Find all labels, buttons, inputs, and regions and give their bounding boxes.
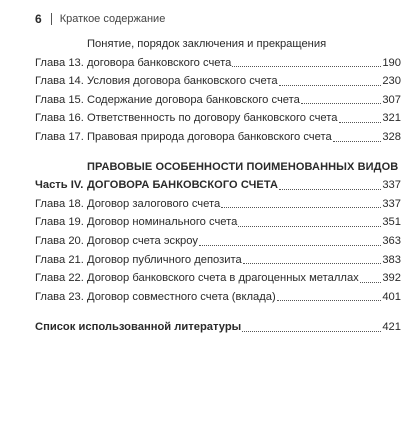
leader-dots: [279, 188, 381, 190]
chapter-title-line2: договора банковского счета: [87, 56, 232, 69]
chapter-label: Глава 13.: [35, 56, 84, 69]
running-header: [35, 11, 165, 27]
chapter-label: Глава 17.: [35, 130, 84, 143]
chapter-label: Глава 23.: [35, 290, 84, 303]
toc-entry-chapter-15[interactable]: [35, 91, 401, 110]
chapter-title: Договор публичного депозита: [87, 253, 242, 266]
page-ref: 351: [382, 216, 401, 229]
part-title-line2: ДОГОВОРА БАНКОВСКОГО СЧЕТА: [87, 179, 279, 192]
chapter-label: Глава 19.: [35, 216, 84, 229]
leader-dots: [238, 225, 381, 227]
leader-dots: [339, 121, 382, 123]
leader-dots: [221, 206, 381, 208]
chapter-label: Глава 16.: [35, 112, 84, 125]
chapter-label: Глава 14.: [35, 75, 84, 88]
chapter-title: Договор номинального счета: [87, 216, 238, 229]
page-ref: 230: [382, 75, 401, 88]
toc-entry-chapter-17[interactable]: [35, 128, 401, 147]
toc-entry-literature[interactable]: [35, 318, 401, 337]
page-number: 6: [35, 12, 42, 26]
chapter-label: Глава 15.: [35, 93, 84, 106]
page-ref: 337: [382, 197, 401, 210]
toc-entry-part-4[interactable]: [35, 158, 401, 195]
leader-dots: [301, 102, 381, 104]
leader-dots: [360, 281, 382, 283]
page-ref: 328: [382, 130, 401, 143]
section-spacer: [35, 306, 401, 318]
page-ref: 383: [382, 253, 401, 266]
chapter-title: Условия договора банковского счета: [87, 75, 278, 88]
literature-title: Список использованной литературы: [35, 321, 242, 334]
chapter-title: Договор счета эскроу: [87, 234, 198, 247]
chapter-title: Договор банковского счета в драгоценных металлах: [87, 272, 359, 285]
header-divider: [51, 13, 52, 25]
part-title-line1: ПРАВОВЫЕ ОСОБЕННОСТИ ПОИМЕНОВАННЫХ ВИДОВ: [87, 160, 399, 173]
chapter-title: Содержание договора банковского счета: [87, 93, 300, 106]
chapter-label: Глава 20.: [35, 234, 84, 247]
toc-entry-chapter-23[interactable]: [35, 288, 401, 307]
chapter-title: Договор залогового счета: [87, 197, 221, 210]
leader-dots: [277, 299, 382, 301]
chapter-title-line1: Понятие, порядок заключения и прекращения: [87, 38, 327, 50]
toc-entry-chapter-21[interactable]: [35, 251, 401, 270]
toc-entry-chapter-19[interactable]: [35, 213, 401, 232]
chapter-label: Глава 21.: [35, 253, 84, 266]
page-ref: 421: [382, 321, 401, 334]
table-of-contents: [35, 35, 401, 337]
toc-entry-chapter-22[interactable]: [35, 269, 401, 288]
part-label: Часть IV.: [35, 179, 84, 192]
chapter-label: Глава 18.: [35, 197, 84, 210]
leader-dots: [199, 244, 381, 246]
page-ref: 401: [382, 290, 401, 303]
leader-dots: [242, 330, 381, 332]
page-ref: 363: [382, 234, 401, 247]
page-ref: 392: [382, 272, 401, 285]
page-ref: 307: [382, 93, 401, 106]
chapter-title: Правовая природа договора банковского счета: [87, 130, 332, 143]
chapter-title: Ответственность по договору банковского счета: [87, 112, 338, 125]
page-ref: 337: [382, 179, 401, 192]
toc-entry-chapter-13[interactable]: [35, 35, 401, 72]
leader-dots: [243, 262, 382, 264]
page-ref: 321: [382, 112, 401, 125]
toc-entry-chapter-20[interactable]: [35, 232, 401, 251]
leader-dots: [279, 84, 382, 86]
toc-entry-chapter-18[interactable]: [35, 195, 401, 214]
toc-entry-chapter-16[interactable]: [35, 109, 401, 128]
chapter-label: Глава 22.: [35, 272, 84, 285]
leader-dots: [232, 65, 381, 67]
leader-dots: [333, 140, 382, 142]
running-title: Краткое содержание: [59, 13, 166, 25]
page-ref: 190: [382, 56, 401, 69]
toc-entry-chapter-14[interactable]: [35, 72, 401, 91]
chapter-title: Договор совместного счета (вклада): [87, 290, 276, 303]
